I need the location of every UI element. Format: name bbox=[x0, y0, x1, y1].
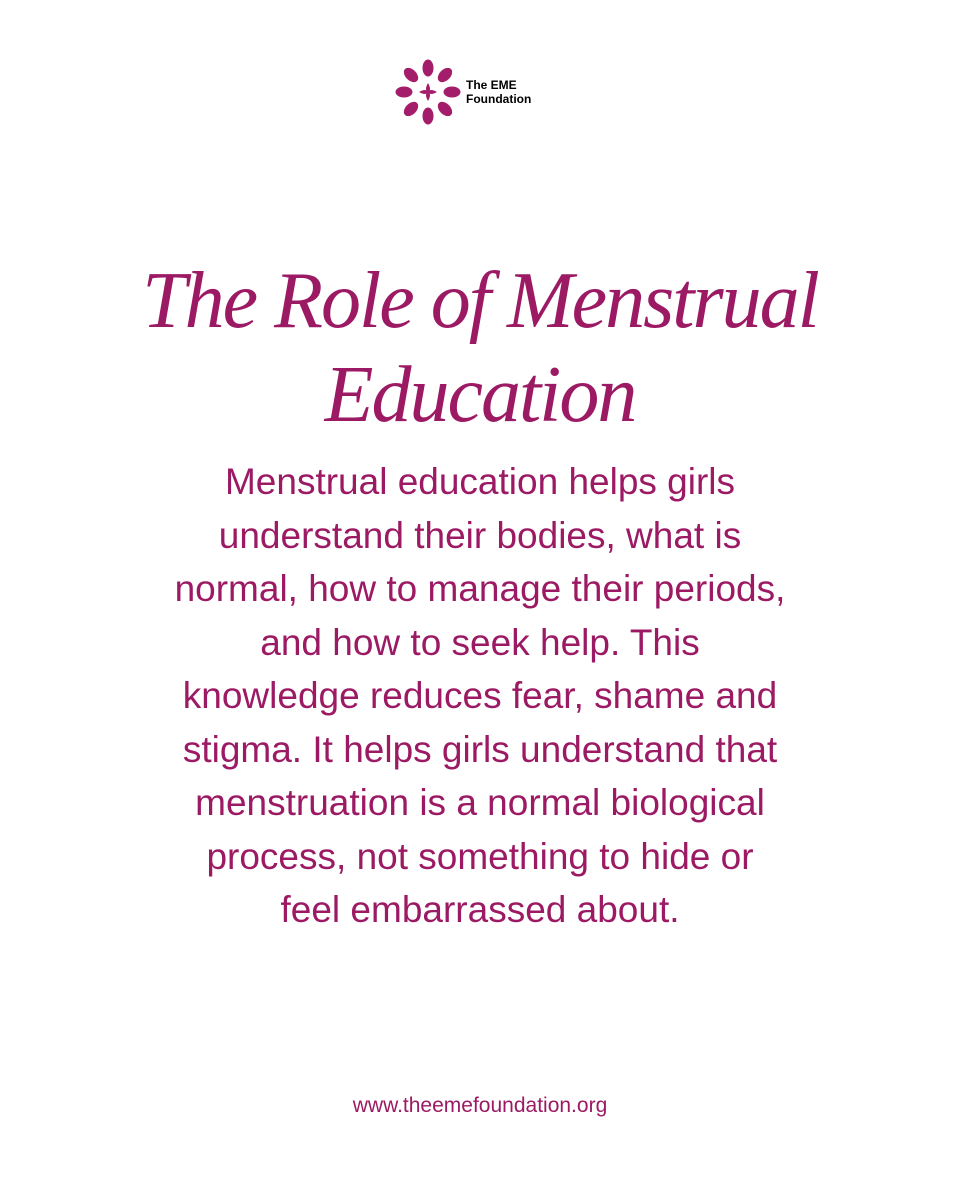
body-line: menstruation is a normal biological bbox=[195, 782, 765, 823]
body-line: and how to seek help. This bbox=[260, 621, 700, 663]
title-line2: Education bbox=[324, 351, 636, 439]
body-paragraph bbox=[0, 455, 960, 937]
brand-logo bbox=[392, 56, 531, 128]
brand-name-line1: The EME bbox=[466, 78, 517, 92]
body-line: understand their bodies, what is bbox=[218, 514, 742, 556]
website-url: www.theemefoundation.org bbox=[352, 1094, 608, 1117]
page-title bbox=[0, 254, 960, 442]
brand-name bbox=[466, 78, 531, 106]
title-line1: The Role of Menstrual bbox=[142, 257, 818, 345]
body-line: normal, how to manage their periods, bbox=[174, 568, 786, 609]
body-line: Menstrual education helps girls bbox=[224, 461, 736, 502]
brand-name-line2: Foundation bbox=[466, 92, 532, 106]
body-line: stigma. It helps girls understand that bbox=[182, 728, 778, 770]
body-line: feel embarrassed about. bbox=[280, 889, 680, 930]
body-line: process, not something to hide or bbox=[206, 835, 754, 877]
body-line: knowledge reduces fear, shame and bbox=[182, 675, 778, 716]
flower-petal-logo-icon bbox=[392, 56, 464, 128]
